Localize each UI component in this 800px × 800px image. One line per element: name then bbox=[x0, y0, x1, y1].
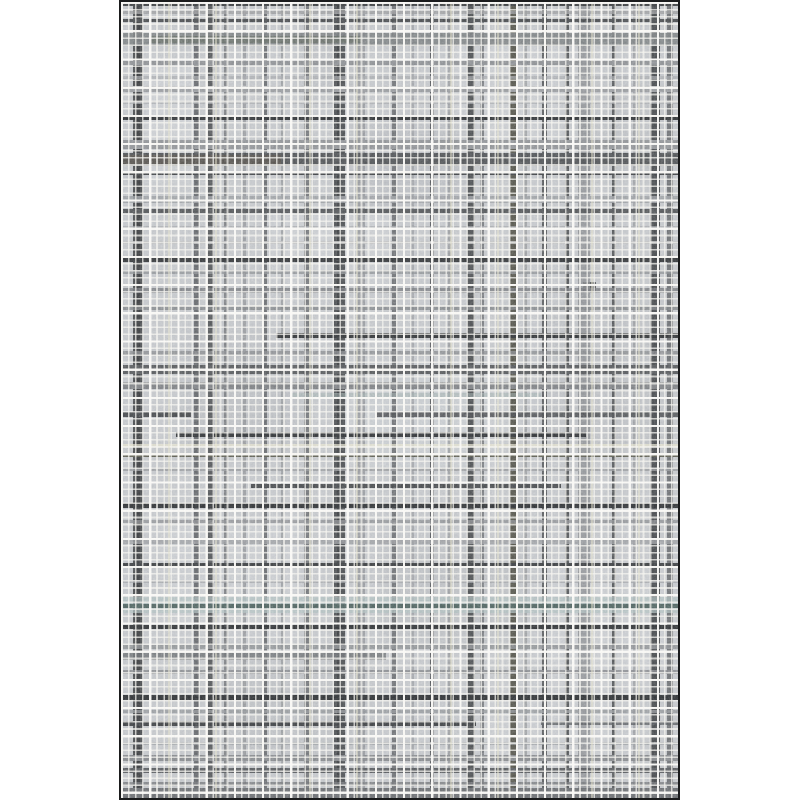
fabric-heather-texture bbox=[121, 2, 678, 798]
rug-product-image bbox=[119, 0, 680, 800]
